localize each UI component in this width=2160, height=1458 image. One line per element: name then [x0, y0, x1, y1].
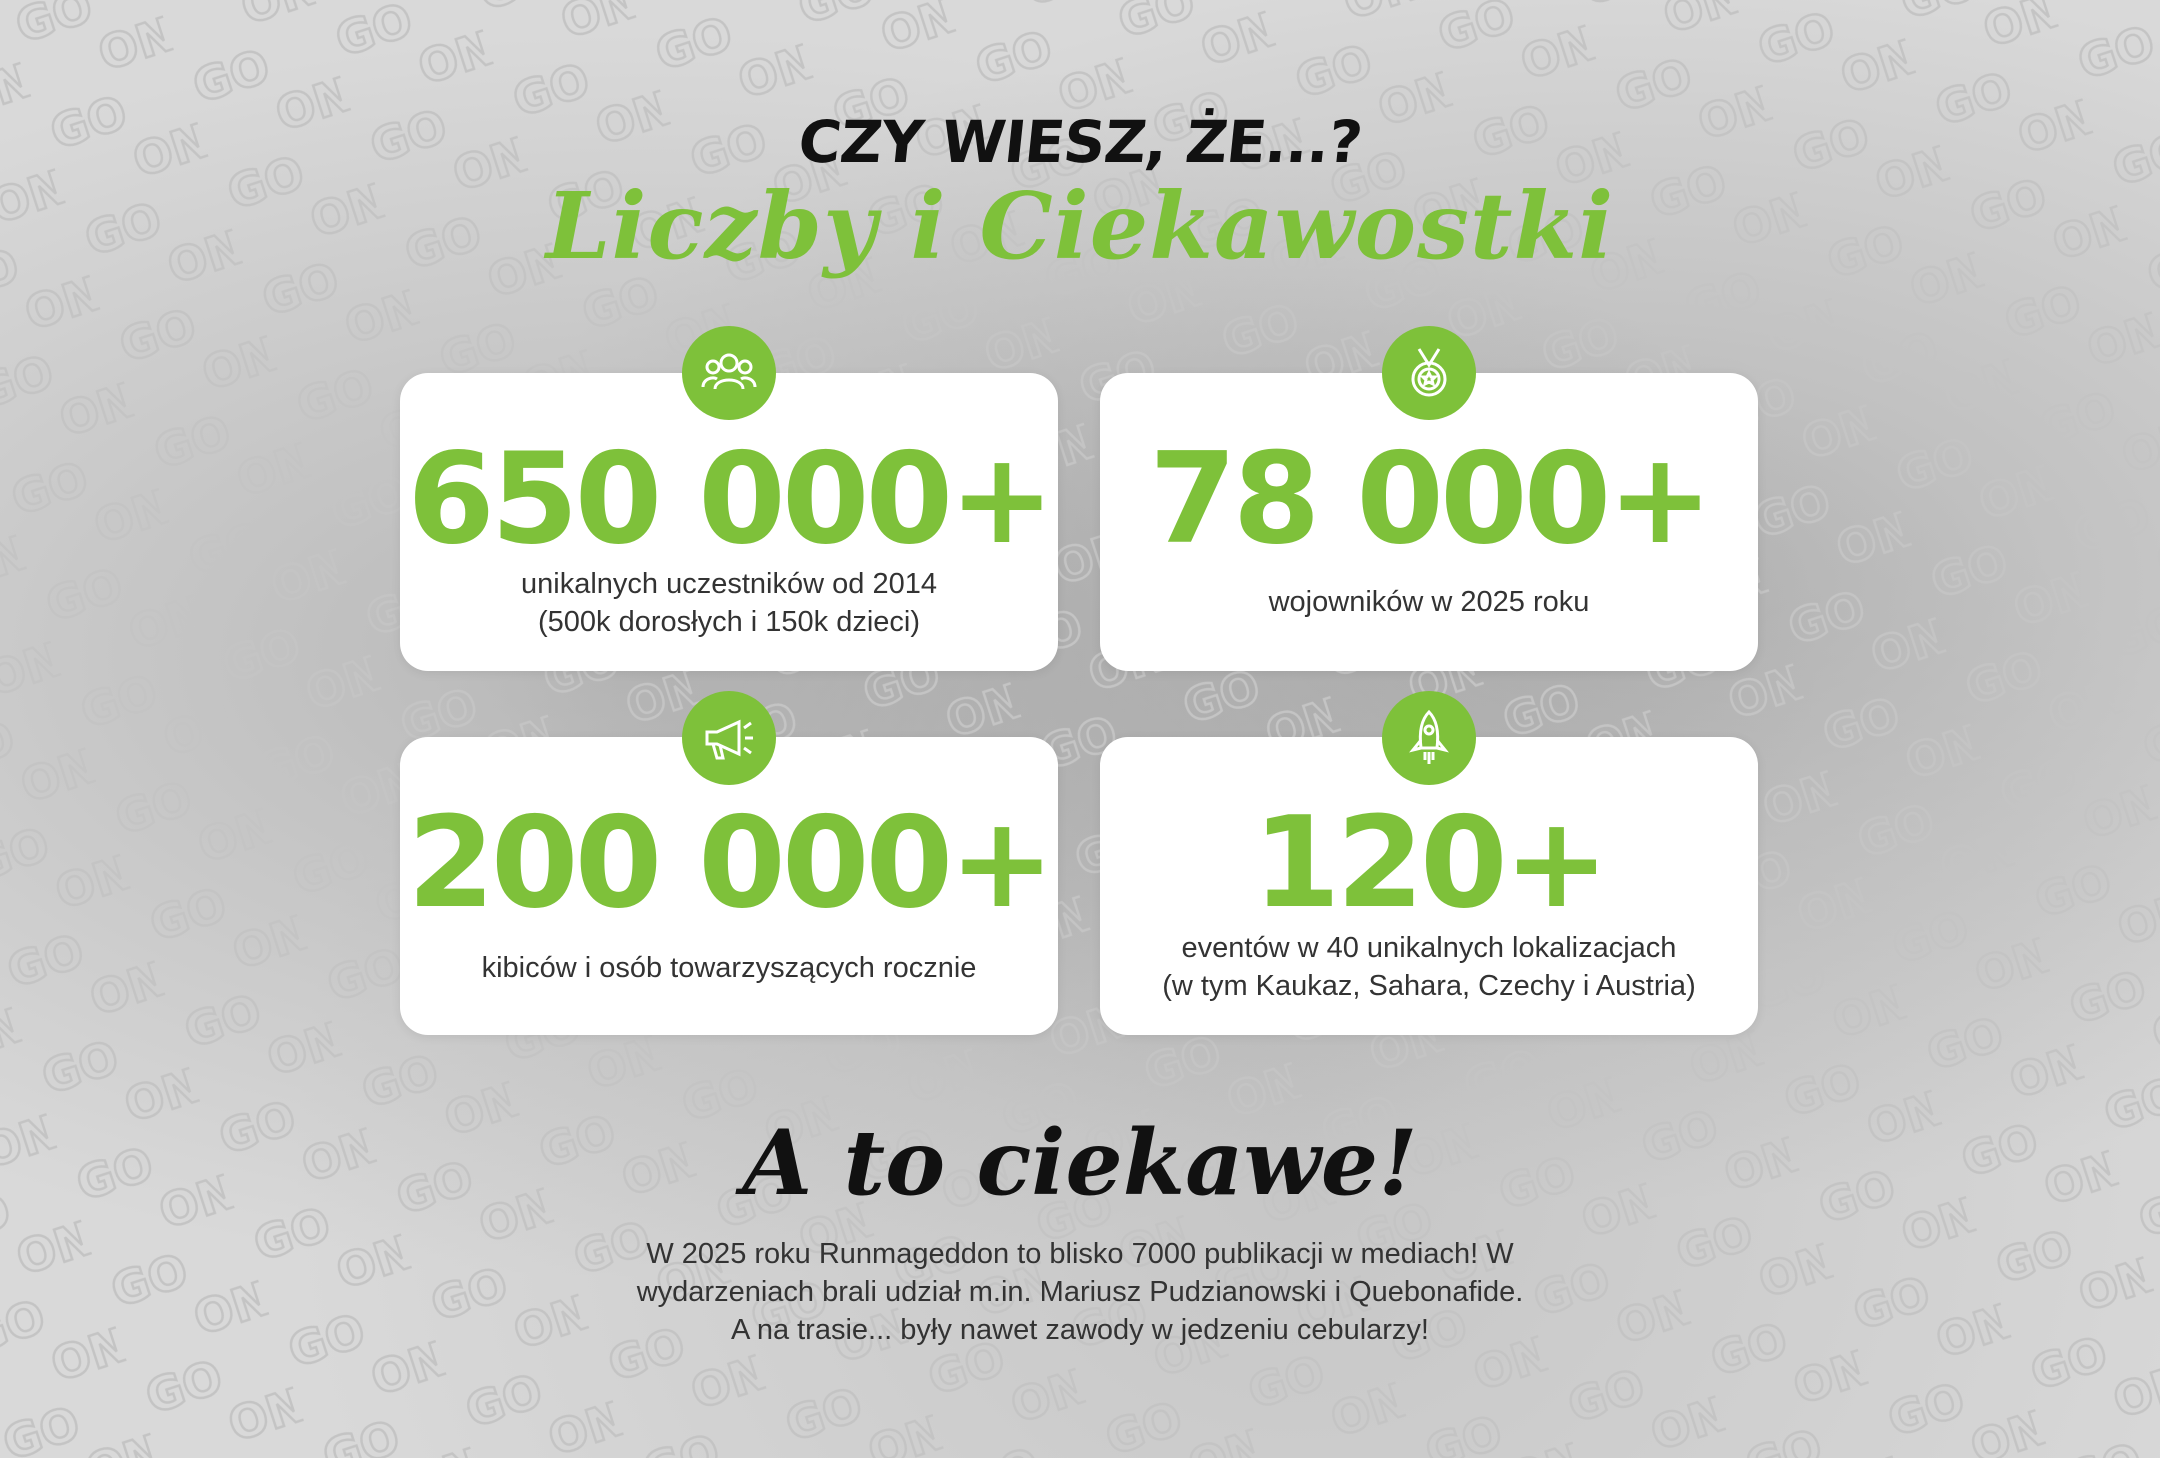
- stat-description: [400, 565, 1058, 641]
- closing-paragraph: [0, 1235, 2160, 1349]
- stat-description-line: unikalnych uczestników od 2014: [521, 568, 937, 600]
- closing-line: A na trasie... były nawet zawody w jedzeniu cebularzy!: [731, 1314, 1429, 1346]
- stat-value: 78 000+: [1149, 425, 1709, 572]
- stat-description-line: wojowników w 2025 roku: [1268, 586, 1590, 618]
- people-icon: [682, 326, 776, 420]
- page-subtitle: Liczby i Ciekawostki: [545, 172, 1615, 280]
- stat-description: [1100, 583, 1758, 621]
- page-title: CZY WIESZ, ŻE...?: [795, 108, 1365, 176]
- closing-line: wydarzeniach brali udział m.in. Mariusz Pudzianowski i Quebonafide.: [636, 1276, 1524, 1308]
- stat-value: 650 000+: [407, 425, 1051, 572]
- stat-description-line: (500k dorosłych i 150k dzieci): [537, 606, 920, 638]
- closing-line: W 2025 roku Runmageddon to blisko 7000 publikacji w mediach! W: [646, 1238, 1514, 1270]
- stat-description: [400, 949, 1058, 987]
- megaphone-icon: [682, 691, 776, 785]
- stat-value: 120+: [1252, 789, 1606, 936]
- stat-description-line: eventów w 40 unikalnych lokalizacjach: [1181, 932, 1677, 964]
- stat-description-line: (w tym Kaukaz, Sahara, Czechy i Austria): [1162, 970, 1696, 1002]
- stat-value: 200 000+: [407, 789, 1051, 936]
- stat-description: [1100, 929, 1758, 1005]
- closing-title: A to ciekawe!: [742, 1110, 1418, 1216]
- stat-description-line: kibiców i osób towarzyszących rocznie: [481, 952, 977, 984]
- rocket-icon: [1382, 691, 1476, 785]
- medal-icon: [1382, 326, 1476, 420]
